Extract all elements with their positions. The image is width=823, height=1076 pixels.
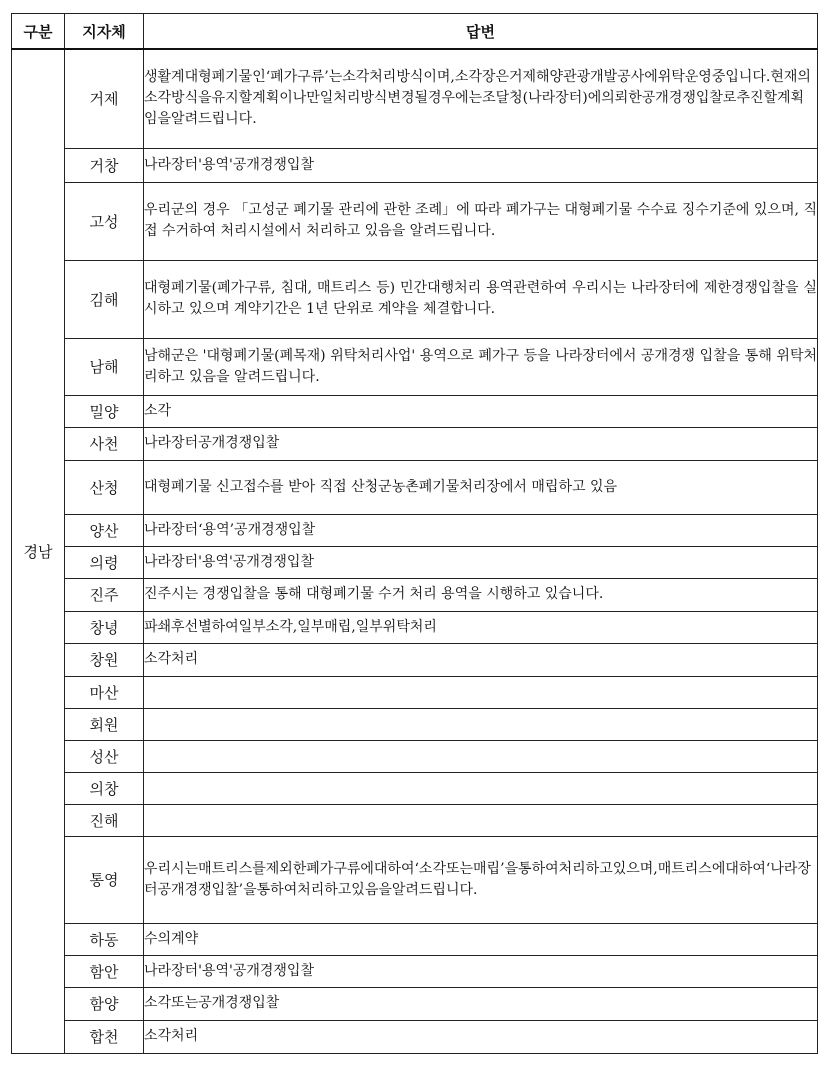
table-row [12, 923, 818, 955]
answer-cell: 나라장터'용역'공개경쟁입찰 [144, 148, 818, 182]
table-row [12, 546, 818, 578]
header-row [12, 14, 818, 50]
municipality-cell: 하동 [65, 923, 144, 955]
municipality-cell: 거창 [65, 148, 144, 182]
municipality-cell: 남해 [65, 338, 144, 395]
municipality-cell: 의령 [65, 546, 144, 578]
table-row [12, 460, 818, 514]
table-row [12, 611, 818, 643]
answer-cell [144, 804, 818, 836]
municipality-cell: 의창 [65, 772, 144, 804]
answer-cell: 우리군의 경우 「고성군 폐기물 관리에 관한 조례」에 따라 폐가구는 대형폐기물 수수료 징수기준에 있으며, 직접 수거하여 처리시설에서 처리하고 있음을 알려드립니다. [144, 182, 818, 260]
municipality-cell: 고성 [65, 182, 144, 260]
answer-cell: 진주시는 경쟁입찰을 통해 대형폐기물 수거 처리 용역을 시행하고 있습니다. [144, 578, 818, 611]
municipality-cell: 마산 [65, 676, 144, 708]
table-row [12, 182, 818, 260]
table-row [12, 49, 818, 148]
answer-cell [144, 772, 818, 804]
table-row [12, 148, 818, 182]
municipality-cell: 함안 [65, 955, 144, 987]
table-row [12, 578, 818, 611]
municipality-cell: 진주 [65, 578, 144, 611]
answer-cell: 나라장터‘용역’공개경쟁입찰 [144, 514, 818, 546]
table-row [12, 955, 818, 987]
municipality-cell: 산청 [65, 460, 144, 514]
municipality-cell: 창녕 [65, 611, 144, 643]
table-row [12, 804, 818, 836]
municipality-answer-table [11, 13, 818, 1054]
answer-cell: 대형폐기물(폐가구류, 침대, 매트리스 등) 민간대행처리 용역관련하여 우리시는 나라장터에 제한경쟁입찰을 실시하고 있으며 계약기간은 1년 단위로 계약을 체결합니다. [144, 260, 818, 338]
municipality-cell: 합천 [65, 1020, 144, 1053]
answer-cell: 나라장터공개경쟁입찰 [144, 427, 818, 460]
municipality-cell: 사천 [65, 427, 144, 460]
municipality-cell: 창원 [65, 643, 144, 676]
answer-cell [144, 708, 818, 740]
answer-cell: 생활계대형폐기물인‘폐가구류’는소각처리방식이며,소각장은거제해양관광개발공사에위탁운영중입니다.현재의소각방식을유지할계획이나만일처리방식변경될경우에는조달청(나라장터)에의뢰한공개경쟁입찰로추진할계획임을알려드립니다. [144, 49, 818, 148]
table-row [12, 676, 818, 708]
answer-cell: 대형폐기물 신고접수를 받아 직접 산청군농촌폐기물처리장에서 매립하고 있음 [144, 460, 818, 514]
table-body [12, 49, 818, 1053]
table-row [12, 1020, 818, 1053]
answer-cell: 나라장터'용역'공개경쟁입찰 [144, 955, 818, 987]
answer-cell: 수의계약 [144, 923, 818, 955]
municipality-cell: 김해 [65, 260, 144, 338]
answer-cell: 소각 [144, 395, 818, 427]
table-row [12, 514, 818, 546]
table-row [12, 772, 818, 804]
municipality-cell: 양산 [65, 514, 144, 546]
header-answer: 답변 [144, 14, 818, 50]
table-row [12, 836, 818, 923]
header-category: 구분 [12, 14, 65, 50]
table-header [12, 14, 818, 50]
municipality-cell: 성산 [65, 740, 144, 772]
municipality-cell: 회원 [65, 708, 144, 740]
table-row [12, 987, 818, 1020]
municipality-cell: 밀양 [65, 395, 144, 427]
answer-cell [144, 740, 818, 772]
region-cell: 경남 [12, 49, 65, 1053]
municipality-cell: 진해 [65, 804, 144, 836]
table-row [12, 427, 818, 460]
municipality-cell: 거제 [65, 49, 144, 148]
answer-cell [144, 676, 818, 708]
header-municipality: 지자체 [65, 14, 144, 50]
municipality-cell: 통영 [65, 836, 144, 923]
answer-cell: 소각처리 [144, 1020, 818, 1053]
answer-cell: 파쇄후선별하여일부소각,일부매립,일부위탁처리 [144, 611, 818, 643]
answer-cell: 소각처리 [144, 643, 818, 676]
table-row [12, 740, 818, 772]
municipality-cell: 함양 [65, 987, 144, 1020]
table-row [12, 643, 818, 676]
table-row [12, 708, 818, 740]
table-row [12, 338, 818, 395]
answer-cell: 소각또는공개경쟁입찰 [144, 987, 818, 1020]
table-row [12, 395, 818, 427]
answer-cell: 나라장터'용역'공개경쟁입찰 [144, 546, 818, 578]
answer-cell: 남해군은 '대형폐기물(폐목재) 위탁처리사업' 용역으로 폐가구 등을 나라장터에서 공개경쟁 입찰을 통해 위탁처리하고 있음을 알려드립니다. [144, 338, 818, 395]
table-row [12, 260, 818, 338]
answer-cell: 우리시는매트리스를제외한폐가구류에대하여‘소각또는매립’을통하여처리하고있으며,매트리스에대하여‘나라장터공개경쟁입찰’을통하여처리하고있음을알려드립니다. [144, 836, 818, 923]
